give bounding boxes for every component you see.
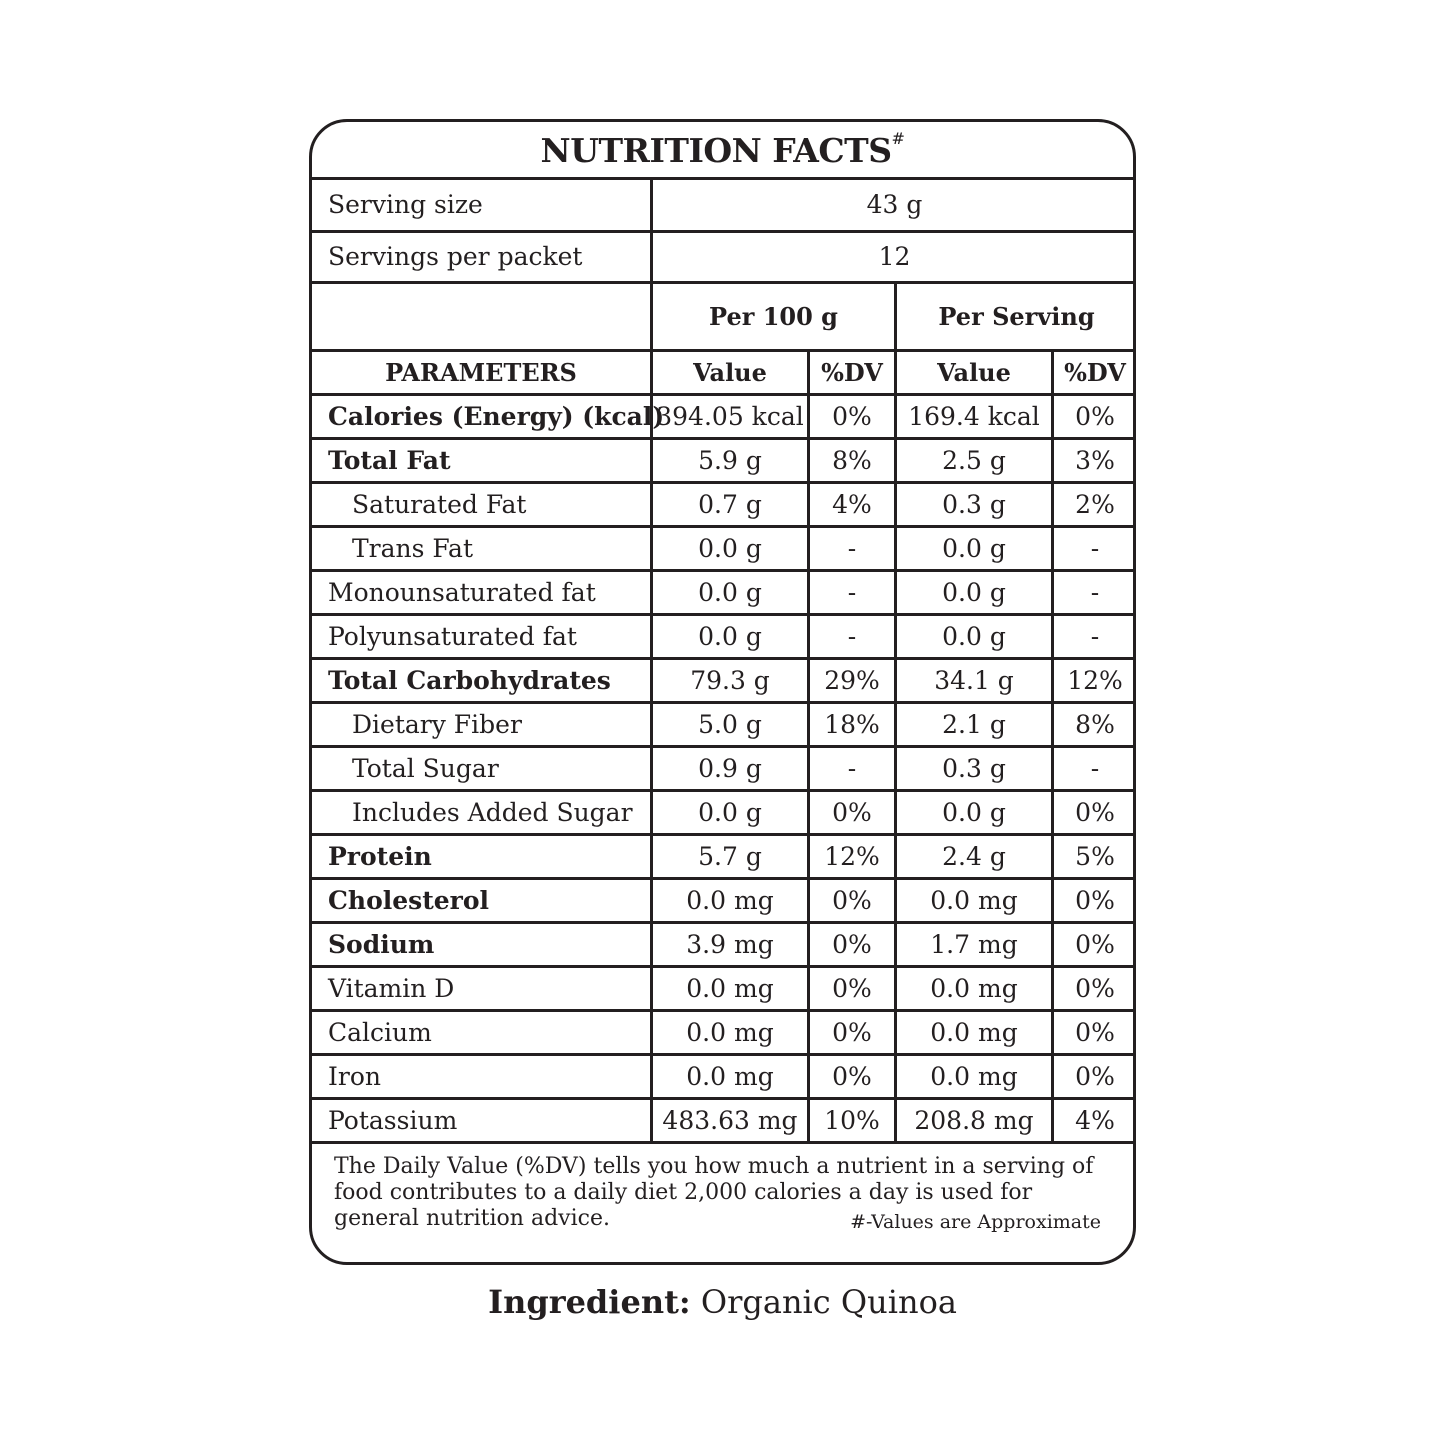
value-header-perserving: Value [896, 350, 1053, 394]
dv-per-100g: 0% [809, 1054, 896, 1098]
servings-per-packet-label: Servings per packet [311, 231, 652, 282]
group-header-blank [311, 282, 652, 350]
ingredient-value: Organic Quinoa [700, 1283, 957, 1321]
value-per-100g: 394.05 kcal [652, 394, 809, 438]
nutrient-name: Protein [311, 834, 652, 878]
nutrient-name: Total Sugar [311, 746, 652, 790]
value-header-per100: Value [652, 350, 809, 394]
dv-per-serving: 4% [1053, 1098, 1137, 1142]
value-per-100g: 0.0 mg [652, 1054, 809, 1098]
dv-per-100g: 0% [809, 878, 896, 922]
nutrient-row [311, 702, 1137, 746]
value-per-100g: 0.0 g [652, 790, 809, 834]
nutrient-name: Iron [311, 1054, 652, 1098]
nutrient-row [311, 570, 1137, 614]
dv-per-serving: 0% [1053, 966, 1137, 1010]
value-per-serving: 2.5 g [896, 438, 1053, 482]
per-100g-header: Per 100 g [652, 282, 896, 350]
value-per-100g: 0.9 g [652, 746, 809, 790]
nutrient-name: Cholesterol [311, 878, 652, 922]
value-per-100g: 0.0 g [652, 614, 809, 658]
dv-per-serving: 0% [1053, 1010, 1137, 1054]
label-title [312, 122, 1133, 180]
dv-per-100g: 0% [809, 790, 896, 834]
nutrient-row [311, 746, 1137, 790]
value-per-100g: 0.0 mg [652, 878, 809, 922]
dv-per-100g: - [809, 570, 896, 614]
dv-per-100g: 18% [809, 702, 896, 746]
value-per-100g: 5.0 g [652, 702, 809, 746]
group-header-row [311, 282, 1137, 350]
value-per-serving: 169.4 kcal [896, 394, 1053, 438]
value-per-serving: 0.0 mg [896, 1010, 1053, 1054]
value-per-serving: 2.4 g [896, 834, 1053, 878]
dv-per-100g: - [809, 614, 896, 658]
nutrient-row [311, 614, 1137, 658]
servings-per-packet-row [311, 231, 1137, 282]
dv-per-100g: 0% [809, 394, 896, 438]
dv-per-100g: 29% [809, 658, 896, 702]
dv-header-per100: %DV [809, 350, 896, 394]
nutrient-row [311, 394, 1137, 438]
nutrient-row [311, 966, 1137, 1010]
dv-per-serving: - [1053, 746, 1137, 790]
nutrient-row [311, 658, 1137, 702]
dv-per-serving: - [1053, 526, 1137, 570]
dv-per-serving: 0% [1053, 394, 1137, 438]
dv-per-serving: 0% [1053, 878, 1137, 922]
value-per-serving: 0.0 g [896, 526, 1053, 570]
value-per-serving: 0.0 g [896, 790, 1053, 834]
dv-per-100g: 0% [809, 966, 896, 1010]
value-per-100g: 5.7 g [652, 834, 809, 878]
serving-size-row [311, 180, 1137, 231]
ingredient-label: Ingredient: [488, 1283, 691, 1321]
nutrient-name: Potassium [311, 1098, 652, 1142]
nutrition-table [309, 180, 1136, 1144]
value-per-serving: 0.0 mg [896, 878, 1053, 922]
ingredient-line [0, 1283, 1445, 1321]
nutrient-name: Includes Added Sugar [311, 790, 652, 834]
value-per-serving: 0.3 g [896, 482, 1053, 526]
dv-per-serving: - [1053, 614, 1137, 658]
dv-per-serving: - [1053, 570, 1137, 614]
value-per-100g: 483.63 mg [652, 1098, 809, 1142]
nutrient-row [311, 1098, 1137, 1142]
dv-per-serving: 0% [1053, 790, 1137, 834]
nutrient-row [311, 878, 1137, 922]
dv-per-serving: 12% [1053, 658, 1137, 702]
value-per-serving: 0.3 g [896, 746, 1053, 790]
nutrient-row [311, 922, 1137, 966]
serving-size-value: 43 g [652, 180, 1137, 231]
nutrient-row [311, 1010, 1137, 1054]
value-per-serving: 208.8 mg [896, 1098, 1053, 1142]
dv-per-serving: 8% [1053, 702, 1137, 746]
dv-per-100g: 10% [809, 1098, 896, 1142]
servings-per-packet-value: 12 [652, 231, 1137, 282]
value-per-serving: 2.1 g [896, 702, 1053, 746]
value-per-serving: 1.7 mg [896, 922, 1053, 966]
nutrient-row [311, 1054, 1137, 1098]
nutrient-name: Saturated Fat [311, 482, 652, 526]
nutrient-row [311, 526, 1137, 570]
nutrient-name: Polyunsaturated fat [311, 614, 652, 658]
value-per-serving: 0.0 mg [896, 966, 1053, 1010]
parameters-header: PARAMETERS [311, 350, 652, 394]
nutrient-name: Calcium [311, 1010, 652, 1054]
nutrient-row [311, 790, 1137, 834]
nutrient-name: Vitamin D [311, 966, 652, 1010]
per-serving-header: Per Serving [896, 282, 1137, 350]
value-per-100g: 0.0 g [652, 526, 809, 570]
nutrient-row [311, 834, 1137, 878]
value-per-100g: 79.3 g [652, 658, 809, 702]
dv-per-100g: 4% [809, 482, 896, 526]
approx-note: #-Values are Approximate [850, 1210, 1101, 1233]
nutrient-name: Total Carbohydrates [311, 658, 652, 702]
dv-per-serving: 5% [1053, 834, 1137, 878]
nutrient-name: Dietary Fiber [311, 702, 652, 746]
column-header-row [311, 350, 1137, 394]
value-per-serving: 0.0 g [896, 614, 1053, 658]
title-text: NUTRITION FACTS [540, 131, 892, 170]
nutrient-name: Calories (Energy) (kcal) [311, 394, 652, 438]
nutrition-label [309, 119, 1136, 1265]
value-per-100g: 5.9 g [652, 438, 809, 482]
dv-per-serving: 3% [1053, 438, 1137, 482]
footnote-block [312, 1144, 1133, 1251]
value-per-100g: 0.0 mg [652, 1010, 809, 1054]
nutrient-name: Monounsaturated fat [311, 570, 652, 614]
value-per-serving: 34.1 g [896, 658, 1053, 702]
dv-per-100g: - [809, 526, 896, 570]
dv-per-100g: - [809, 746, 896, 790]
nutrient-row [311, 438, 1137, 482]
value-per-100g: 0.0 mg [652, 966, 809, 1010]
serving-size-label: Serving size [311, 180, 652, 231]
value-per-100g: 3.9 mg [652, 922, 809, 966]
value-per-100g: 0.0 g [652, 570, 809, 614]
nutrient-name: Trans Fat [311, 526, 652, 570]
nutrient-name: Sodium [311, 922, 652, 966]
dv-per-serving: 2% [1053, 482, 1137, 526]
dv-per-100g: 12% [809, 834, 896, 878]
dv-per-100g: 8% [809, 438, 896, 482]
title-mark: # [891, 129, 905, 148]
daily-value-footnote: The Daily Value (%DV) tells you how much a nutrient in a serving of food contributes to a daily diet 2,000 calories a day is used for general nutrition advice. [334, 1153, 1094, 1231]
value-per-100g: 0.7 g [652, 482, 809, 526]
dv-per-100g: 0% [809, 1010, 896, 1054]
value-per-serving: 0.0 mg [896, 1054, 1053, 1098]
nutrient-name: Total Fat [311, 438, 652, 482]
dv-header-perserving: %DV [1053, 350, 1137, 394]
dv-per-serving: 0% [1053, 922, 1137, 966]
dv-per-100g: 0% [809, 922, 896, 966]
dv-per-serving: 0% [1053, 1054, 1137, 1098]
value-per-serving: 0.0 g [896, 570, 1053, 614]
nutrient-row [311, 482, 1137, 526]
